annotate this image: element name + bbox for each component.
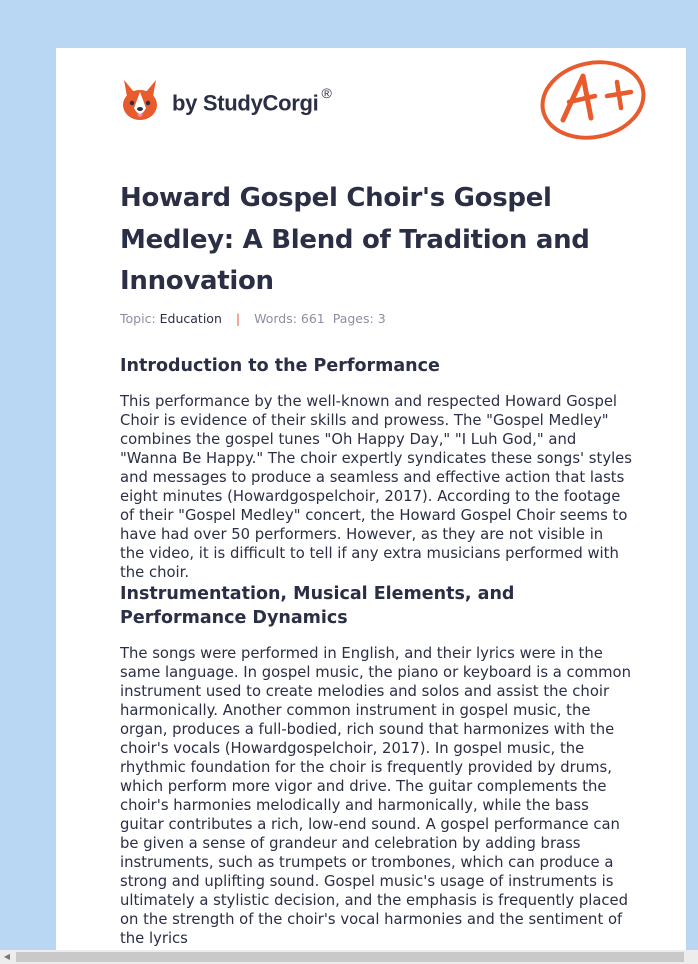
section-heading: Instrumentation, Musical Elements, and Performance Dynamics — [120, 584, 515, 628]
section-heading: Introduction to the Performance — [120, 356, 440, 376]
scrollbar-thumb[interactable] — [16, 952, 684, 962]
article-body — [120, 354, 632, 948]
a-plus-grade-icon — [537, 58, 649, 142]
studycorgi-logo[interactable] — [120, 76, 331, 124]
registered-mark: ® — [321, 85, 332, 102]
section-paragraph: This performance by the well-known and respected Howard Gospel Choir is evidence of their skills and prowess. The "Gospel Medley" combines the gospel tunes "Oh Happy Day," "I Luh God," and "Wanna Be Happy." The choir expertly syndicates these songs' styles and messages to produce a seamless and effective action that lasts eight minutes (Howardgospelchoir, 2017). According to the footage of their "Gospel Medley" concert, the Howard Gospel Choir seems to have had over 50 performers. However, as they are not visible in the video, it is difficult to tell if any extra musicians performed with the choir. — [120, 393, 632, 581]
corgi-icon — [120, 78, 160, 122]
section-paragraph: The songs were performed in English, and their lyrics were in the same language. In gospel music, the piano or keyboard is a common instrument used to create melodies and solos and assist the choir harmonically. Another common instrument in gospel music, the organ, produces a full-bodied, rich sound that harmonizes with the choir's vocals (Howardgospelchoir, 2017). In gospel music, the rhythmic foundation for the choir is frequently provided by drums, which perform more vigor and drive. The guitar complements the choir's harmonies melodically and harmonically, while the bass guitar contributes a rich, low-end sound. A gospel performance can be given a sense of grandeur and celebration by adding brass instruments, such as trumpets or trombones, which can produce a strong and uplifting sound. Gospel music's usage of instruments is ultimately a stylistic decision, and the emphasis is frequently placed on the strength of the choir's vocal harmonies and the sentiment of the lyrics — [120, 645, 631, 947]
horizontal-scrollbar[interactable] — [0, 950, 698, 964]
meta-separator: | — [235, 311, 241, 326]
article-title: Howard Gospel Choir's Gospel Medley: A Blend of Tradition and Innovation — [120, 183, 590, 296]
scroll-left-icon[interactable]: ◀ — [3, 952, 11, 961]
page-count: Pages: 3 — [332, 311, 386, 326]
document-page — [56, 48, 686, 950]
topic-label: Topic: — [120, 311, 156, 326]
word-count: Words: 661 — [254, 311, 325, 326]
article-meta — [120, 311, 386, 326]
topic-link[interactable]: Education — [159, 311, 222, 326]
brand-name: by StudyCorgi ® — [172, 85, 332, 116]
